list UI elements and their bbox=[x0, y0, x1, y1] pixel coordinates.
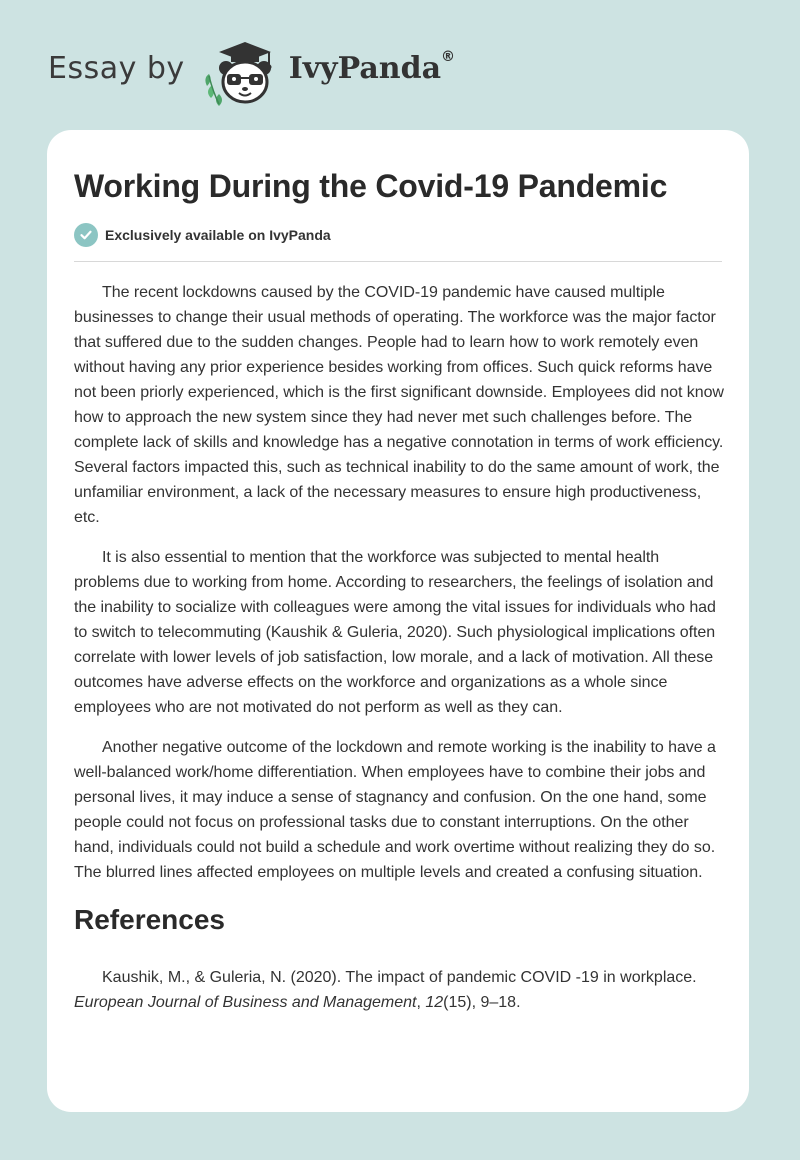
reference-volume: 12 bbox=[425, 994, 444, 1011]
site-header bbox=[0, 0, 800, 130]
reference-authors: Kaushik, M., & Guleria, N. (2020). The impact of pandemic COVID -19 in workplace. bbox=[102, 969, 697, 986]
title-divider bbox=[74, 261, 722, 262]
panda-mascot-icon bbox=[199, 36, 283, 108]
reference-journal: European Journal of Business and Management bbox=[74, 994, 417, 1011]
essay-body bbox=[74, 280, 722, 885]
references-heading: References bbox=[74, 904, 225, 935]
paragraph-2: It is also essential to mention that the workforce was subjected to mental health problems due to working from home. According to researchers, the feelings of isolation and the inability to socialize with colleagues were among the vital issues for individuals who had to switch to telecommuting (Kaushik & Guleria, 2020). Such physiological implications often correlate with lower levels of job satisfaction, low morale, and a lack of motivation. All these outcomes have adverse effects on the workforce and organizations as a whole since employees who are not motivated do not perform as well as they can. bbox=[74, 549, 716, 716]
registered-mark: ® bbox=[441, 49, 456, 65]
reference-issue-pages: (15), 9–18. bbox=[443, 994, 521, 1011]
exclusive-badge bbox=[74, 222, 722, 248]
essay-title: Working During the Covid-19 Pandemic bbox=[74, 168, 668, 204]
brand-text: IvyPanda bbox=[288, 51, 442, 86]
reference-entry bbox=[74, 965, 724, 1015]
essay-card bbox=[47, 130, 749, 1112]
paragraph-3: Another negative outcome of the lockdown and remote working is the inability to have a well-balanced work/home differentiation. When employees have to combine their jobs and personal lives, it may induce a sense of stagnancy and confusion. On the one hand, some people could not focus on professional tasks due to constant interruptions. On the other hand, individuals could not build a schedule and work overtime without realizing they do so. The blurred lines affected employees on multiple levels and created a confusing situation. bbox=[74, 739, 716, 881]
paragraph-1: The recent lockdowns caused by the COVID-19 pandemic have caused multiple businesses to change their usual methods of operating. The workforce was the major factor that suffered due to the sudden changes. People had to learn how to work remotely even without having any prior experience besides working from offices. Such quick reforms have not been priorly experienced, which is the first significant downside. Employees did not know how to approach the new system since they had never met such challenges before. The complete lack of skills and knowledge has a negative connotation in terms of work efficiency. Several factors impacted this, such as technical inability to do the same amount of work, the unfamiliar environment, a lack of the necessary measures to ensure high productiveness, etc. bbox=[74, 284, 724, 526]
exclusive-label: Exclusively available on IvyPanda bbox=[105, 227, 331, 243]
reference-comma: , bbox=[416, 994, 426, 1011]
check-icon bbox=[74, 223, 98, 247]
ivypanda-logo[interactable] bbox=[48, 36, 455, 108]
logo-prefix: Essay by bbox=[48, 51, 185, 86]
brand-name bbox=[288, 49, 456, 90]
